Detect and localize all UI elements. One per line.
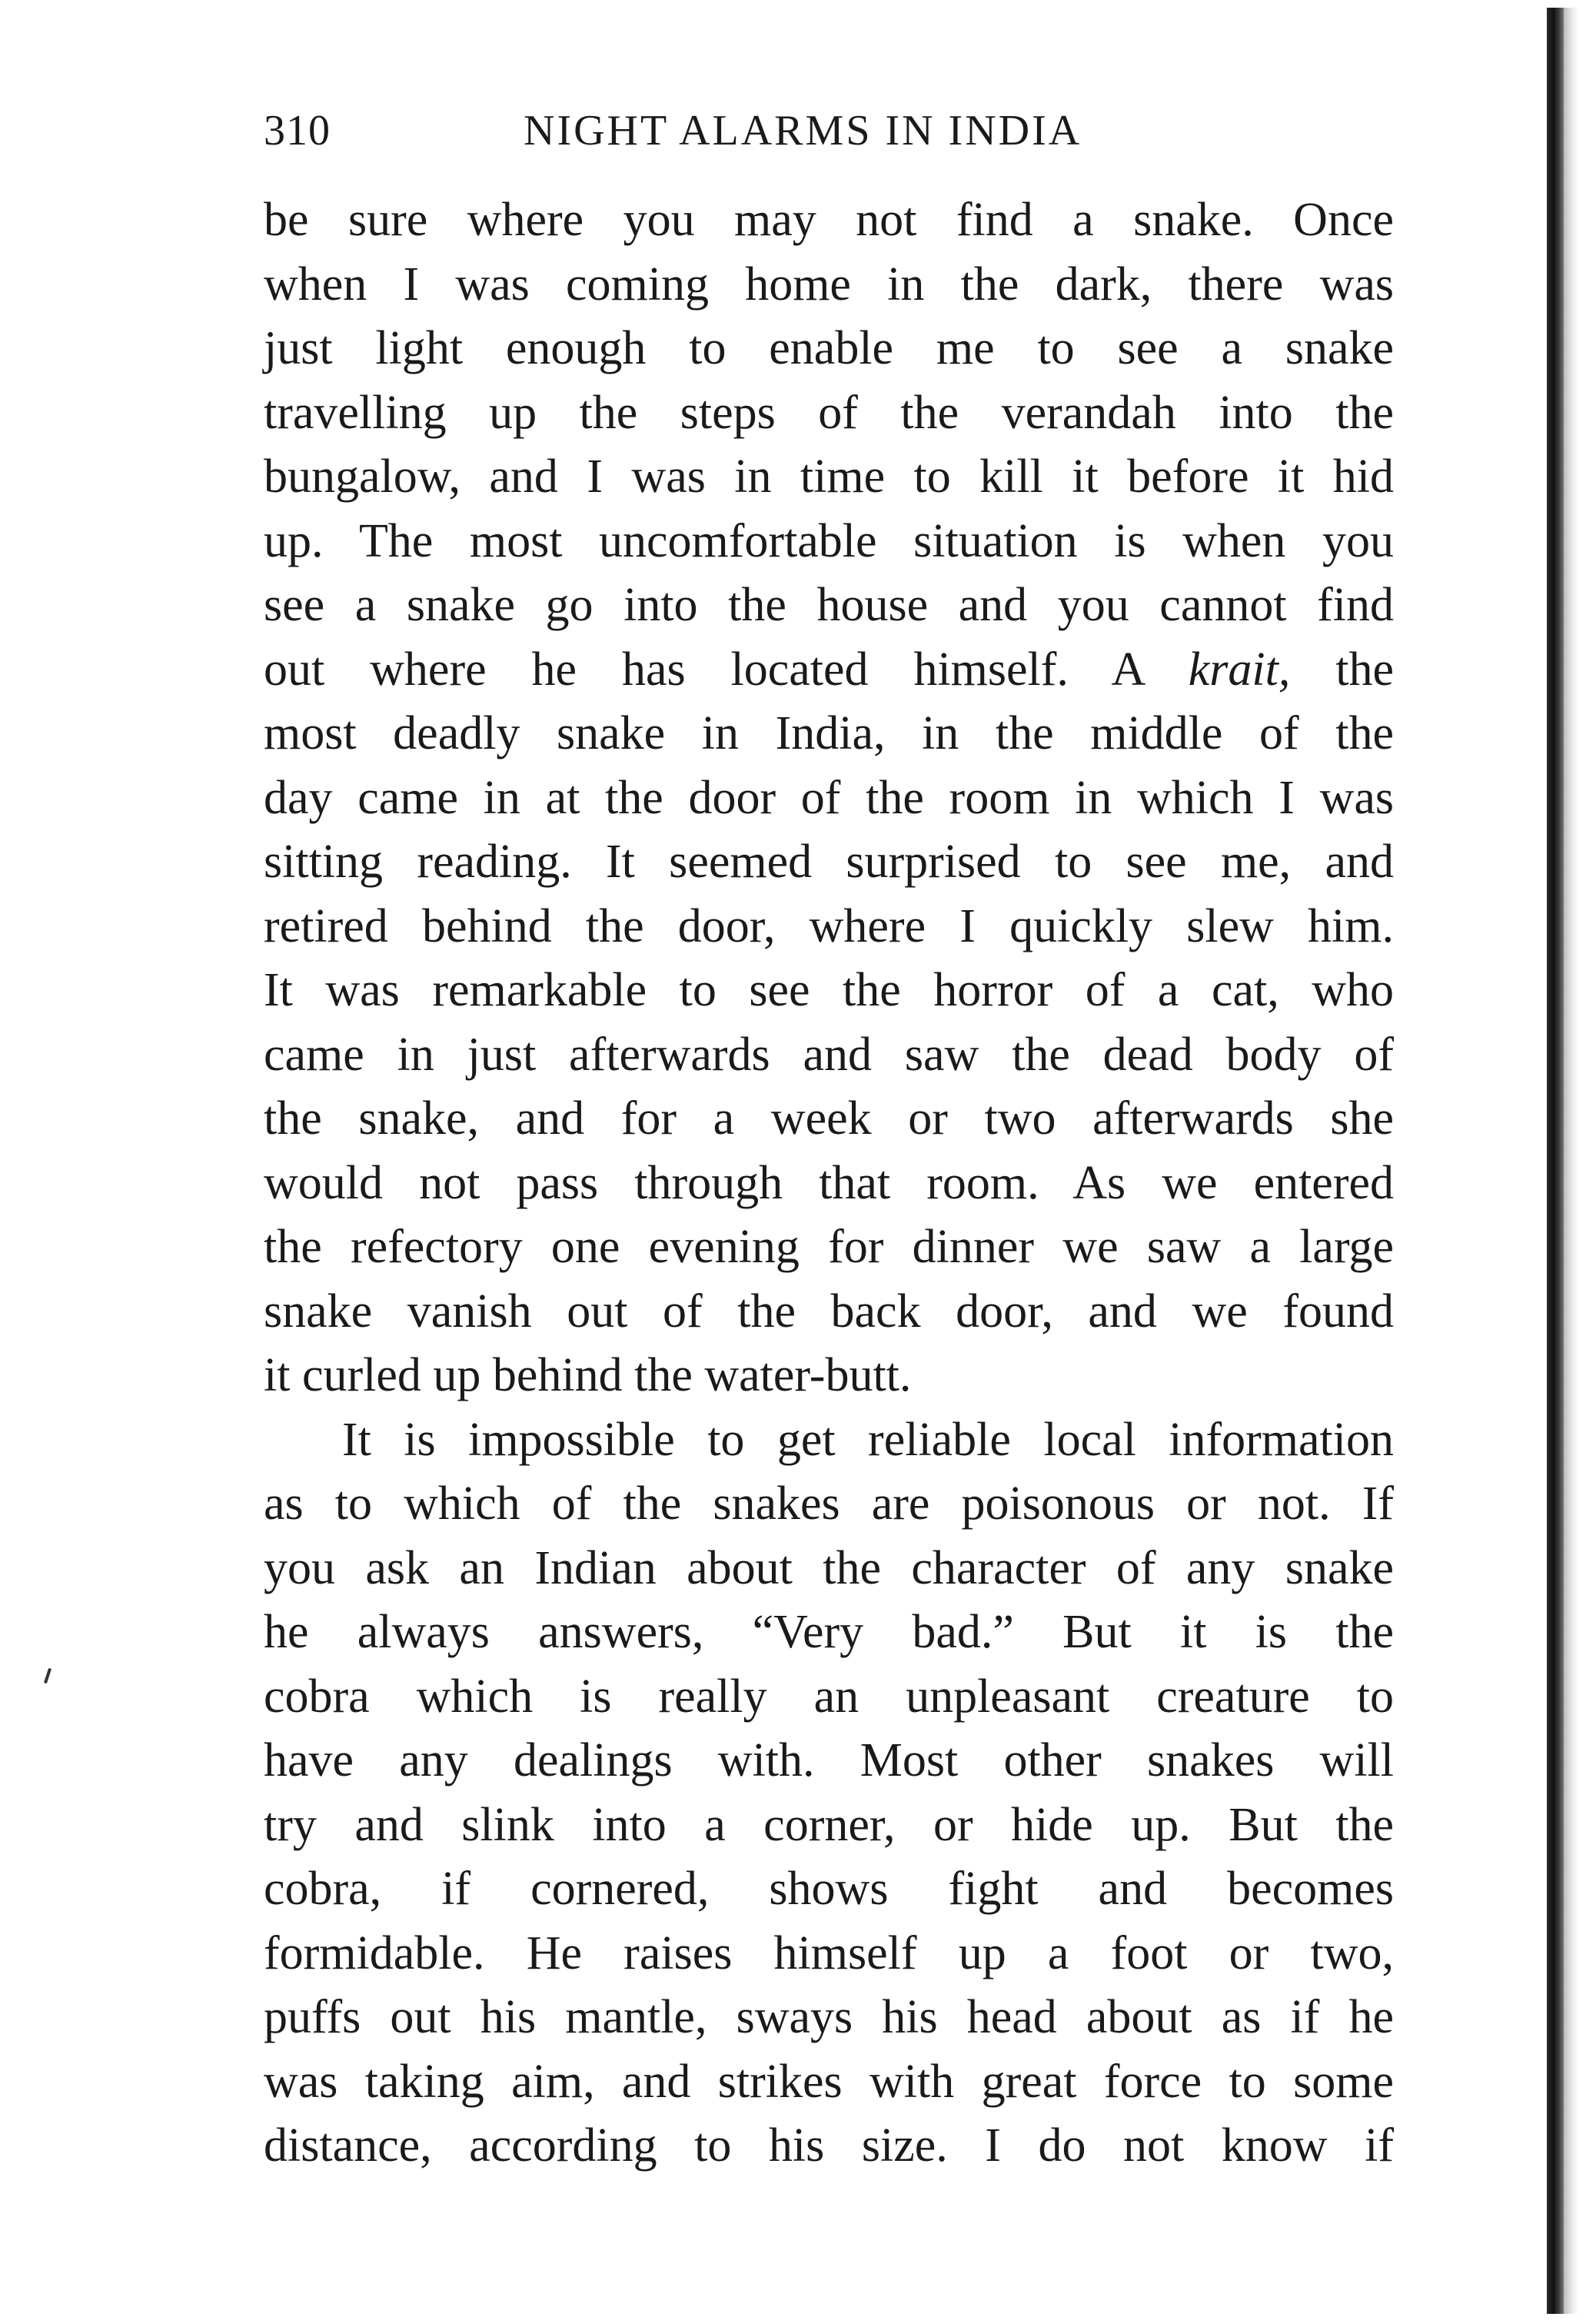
stray-ink-mark (44, 1668, 52, 1683)
text-line: try and slink into a corner, or hide up. But the (264, 1798, 1394, 1851)
italic-term-krait: krait, (1188, 643, 1291, 696)
text-line: puffs out his mantle, sways his head about as if he (264, 1991, 1394, 2043)
text-line: be sure where you may not find a snake. Once (264, 194, 1394, 246)
paragraph-last-line: it curled up behind the water-butt. (264, 1349, 912, 1401)
text-line: see a snake go into the house and you cannot find (264, 579, 1394, 631)
text-line: he always answers, “Very bad.” But it is the (264, 1606, 1394, 1658)
page-edge-shadow (1547, 8, 1564, 2314)
text-line: most deadly snake in India, in the middle of the (264, 707, 1394, 759)
text-line: up. The most uncomfortable situation is when you (264, 514, 1394, 567)
text-line: cobra which is really an unpleasant creature to (264, 1670, 1394, 1723)
text-line: distance, according to his size. I do not know if (264, 2119, 1394, 2172)
text-line: just light enough to enable me to see a snake (264, 322, 1394, 374)
text-segment: A (1111, 643, 1143, 696)
body-text (264, 188, 1394, 2179)
text-line: the refectory one evening for dinner we saw a large (264, 1221, 1394, 1273)
text-line: cobra, if cornered, shows fight and becomes (264, 1863, 1394, 1915)
text-line: the snake, and for a week or two afterwards she (264, 1092, 1394, 1145)
page-edge-fade (1564, 8, 1579, 2314)
text-line: bungalow, and I was in time to kill it before it hid (264, 450, 1394, 503)
page-number: 310 (264, 107, 331, 155)
text-line: sitting reading. It seemed surprised to see me, and (264, 836, 1394, 888)
text-line: came in just afterwards and saw the dead body of (264, 1028, 1394, 1081)
text-segment: out where he has located himself. (264, 643, 1069, 696)
text-segment: the (1335, 643, 1394, 696)
page-header (264, 106, 1401, 168)
text-line: formidable. He raises himself up a foot or two, (264, 1926, 1394, 1979)
text-line: was taking aim, and strikes with great force to some (264, 2055, 1394, 2108)
text-line-with-italic (264, 638, 1394, 703)
text-line: when I was coming home in the dark, there was (264, 258, 1394, 311)
text-line: It was remarkable to see the horror of a cat, who (264, 964, 1394, 1016)
text-line: travelling up the steps of the verandah into the (264, 386, 1394, 439)
text-line: have any dealings with. Most other snakes will (264, 1734, 1394, 1787)
text-line: retired behind the door, where I quickly slew him. (264, 899, 1394, 952)
text-line: snake vanish out of the back door, and we found (264, 1285, 1394, 1338)
text-line: as to which of the snakes are poisonous or not. If (264, 1477, 1394, 1530)
text-line: you ask an Indian about the character of any snake (264, 1541, 1394, 1594)
paragraph-first-line: It is impossible to get reliable local information (342, 1413, 1394, 1466)
text-line: would not pass through that room. As we entered (264, 1156, 1394, 1209)
running-title: NIGHT ALARMS IN INDIA (524, 107, 1082, 155)
text-line: day came in at the door of the room in which I was (264, 771, 1394, 824)
